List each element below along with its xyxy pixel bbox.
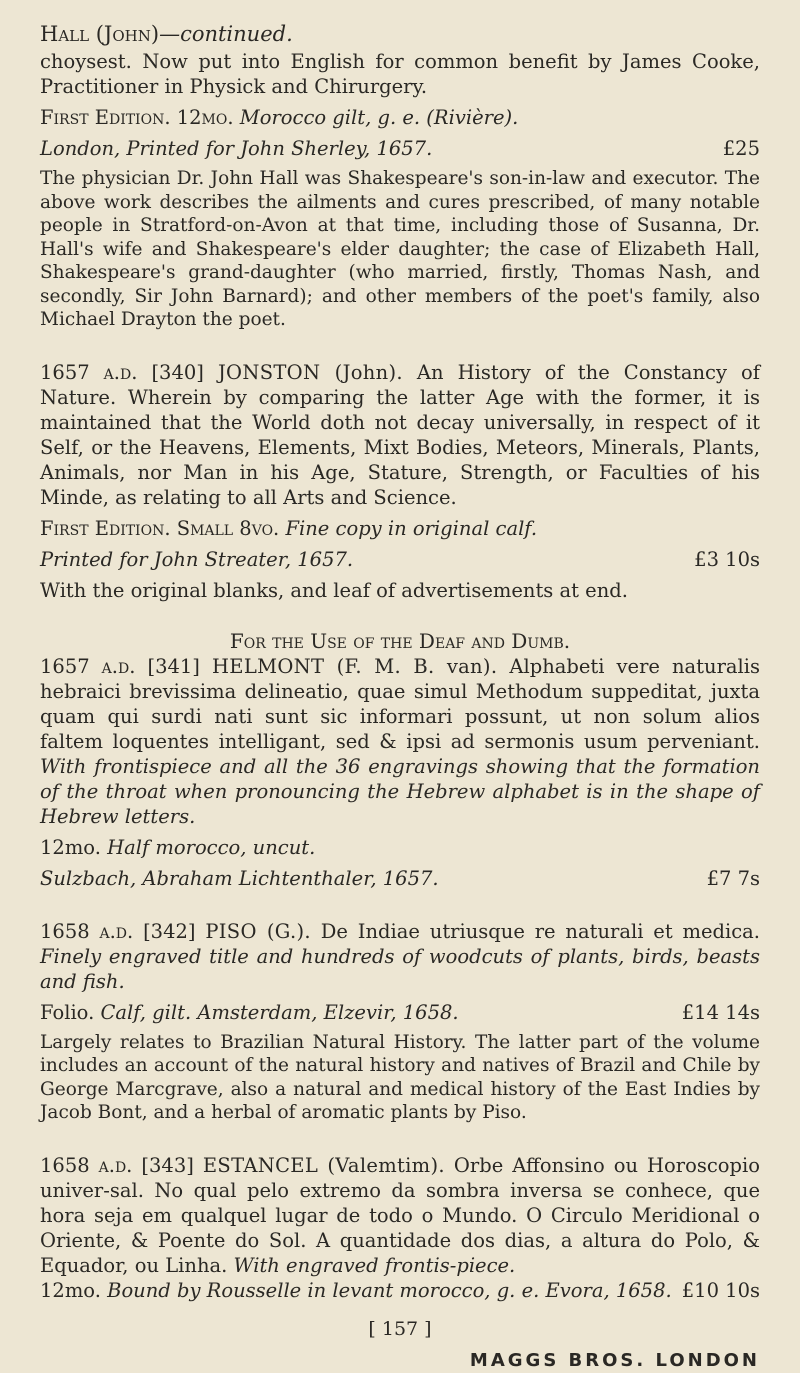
lot-340-title: An History of the Constancy of Nature. Wherein by comparing the latter Age with the former, it is maintained that the World doth not decay universally, in respect of it Self, or the Heavens, Elements, Mixt Bodies, Meteors, Minerals, Plants, Animals, nor Man in his Age, Stature, Strength, or Faculties of his Minde, as relating to all Arts and Science. (40, 360, 760, 509)
lot-343-binding: Bound by Rousselle in levant morocco, g. e. (107, 1278, 540, 1302)
lot-341-author: HELMONT (F. M. B. van). (211, 654, 498, 678)
lot-341-imprint-line (40, 866, 760, 891)
lot-342-author: PISO (G.). (205, 919, 311, 943)
lot-340-edition-line (40, 516, 760, 541)
lot-340-note: With the original blanks, and leaf of advertisements at end. (40, 578, 628, 602)
lot-341-price: £7 7s (706, 866, 760, 890)
lot-340-imprint: Printed for John Streater, 1657. (40, 547, 354, 571)
lot-342-title-italic: Finely engraved title and hundreds of woodcuts of plants, birds, beasts and fish. (40, 944, 760, 993)
lot-343-title: Orbe Affonsino ou Horoscopio univer-sal. No qual pelo extremo da sombra inversa se conhece, que hora seja em qualquel lugar de todo o Mundo. O Circulo Meridional o Oriente, & Poente do Sol. A quantidade dos dias, a altura do Polo, & Equador, ou Linha. (40, 1153, 760, 1277)
hall-continued-text: choysest. Now put into English for common benefit by James Cooke, Practitioner in Physick and Chirurgery. (40, 50, 760, 98)
section-heading: For the Use of the Deaf and Dumb. (229, 628, 571, 653)
page-number: [ 157 ] (368, 1317, 432, 1340)
hall-edition-line (40, 105, 760, 130)
hall-note: The physician Dr. John Hall was Shakespeare's son-in-law and executor. The above work describes the ailments and cures prescribed, of many notable people in Stratford-on-Avon at that time, including those of Susanna, Dr. Hall's wife and Shakespeare's elder daughter; the case of Elizabeth Hall, Shakespeare's grand-daughter (who married, firstly, Thomas Nash, and secondly, Sir John Barnard); and other members of the poet's family, also Michael Drayton the poet. (40, 168, 760, 330)
lot-342-imprint-line (40, 1000, 760, 1025)
lot-340-date: 1657 a.d. (40, 360, 138, 384)
lot-342-price: £14 14s (681, 1000, 760, 1024)
hall-imprint-line (40, 136, 760, 161)
lot-343 (40, 1153, 760, 1278)
lot-342-title: De Indiae utriusque re naturali et medica. (320, 919, 760, 943)
hall-imprint: London, Printed for John Sherley, 1657. (40, 137, 433, 160)
lot-341-title-italic: With frontispiece and all the 36 engravings showing that the formation of the throat when pronouncing the Hebrew alphabet is in the shape of Hebrew letters. (40, 754, 760, 828)
lot-343-price: £10 10s (681, 1278, 760, 1302)
lot-340-author: JONSTON (John). (217, 360, 403, 384)
running-head (40, 22, 760, 47)
lot-342-date: 1658 a.d. (40, 919, 134, 943)
lot-343-author: ESTANCEL (Valemtim). (202, 1153, 445, 1177)
lot-341-title: Alphabeti vere naturalis hebraici brevissima delineatio, quae simul Methodum suppeditat, juxta quam qui surdi nati sunt sic informari possunt, ut non solum alios faltem loquentes intelligant, sed & ipsi ad sermonis usum perveniant. (40, 654, 761, 753)
lot-340-binding: Fine copy in original calf. (285, 516, 538, 540)
lot-341 (40, 654, 760, 829)
running-head-name: Hall (John) (40, 22, 160, 46)
lot-340-imprint-line (40, 547, 760, 572)
lot-342-edition: Folio. (40, 1000, 95, 1024)
hall-binding: Morocco gilt, g. e. (Rivière). (239, 106, 519, 129)
hall-edition: First Edition. 12mo. (40, 106, 234, 129)
lot-341-binding: Half morocco, uncut. (107, 835, 316, 859)
publisher-footer: MAGGS BROS. LONDON (469, 1349, 760, 1371)
lot-341-edition: 12mo. (40, 835, 101, 859)
lot-342-number: [342] (143, 919, 196, 943)
lot-343-number: [343] (141, 1153, 194, 1177)
lot-341-number: [341] (147, 654, 200, 678)
lot-340-number: [340] (151, 360, 204, 384)
lot-341-edition-line (40, 835, 760, 860)
running-head-continued: —continued. (159, 22, 293, 46)
lot-343-title-italic: With engraved frontis-piece. (233, 1253, 516, 1277)
lot-340-price: £3 10s (694, 547, 760, 571)
lot-341-imprint: Sulzbach, Abraham Lichtenthaler, 1657. (40, 866, 439, 890)
lot-340 (40, 360, 760, 510)
lot-343-imprint: Evora, 1658. (545, 1278, 672, 1302)
lot-341-date: 1657 a.d. (40, 654, 136, 678)
lot-342 (40, 919, 760, 994)
lot-342-binding: Calf, gilt. (100, 1000, 192, 1024)
hall-price: £25 (722, 137, 760, 160)
lot-343-imprint-line (40, 1278, 760, 1303)
lot-343-edition: 12mo. (40, 1278, 101, 1302)
lot-342-imprint: Amsterdam, Elzevir, 1658. (197, 1000, 459, 1024)
lot-340-edition: First Edition. Small 8vo. (40, 516, 280, 540)
lot-342-note: Largely relates to Brazilian Natural History. The latter part of the volume includes an account of the natural history and natives of Brazil and Chile by George Marcgrave, also a natural and medical history of the East Indies by Jacob Bont, and a herbal of aromatic plants by Piso. (40, 1031, 760, 1123)
lot-343-date: 1658 a.d. (40, 1153, 133, 1177)
